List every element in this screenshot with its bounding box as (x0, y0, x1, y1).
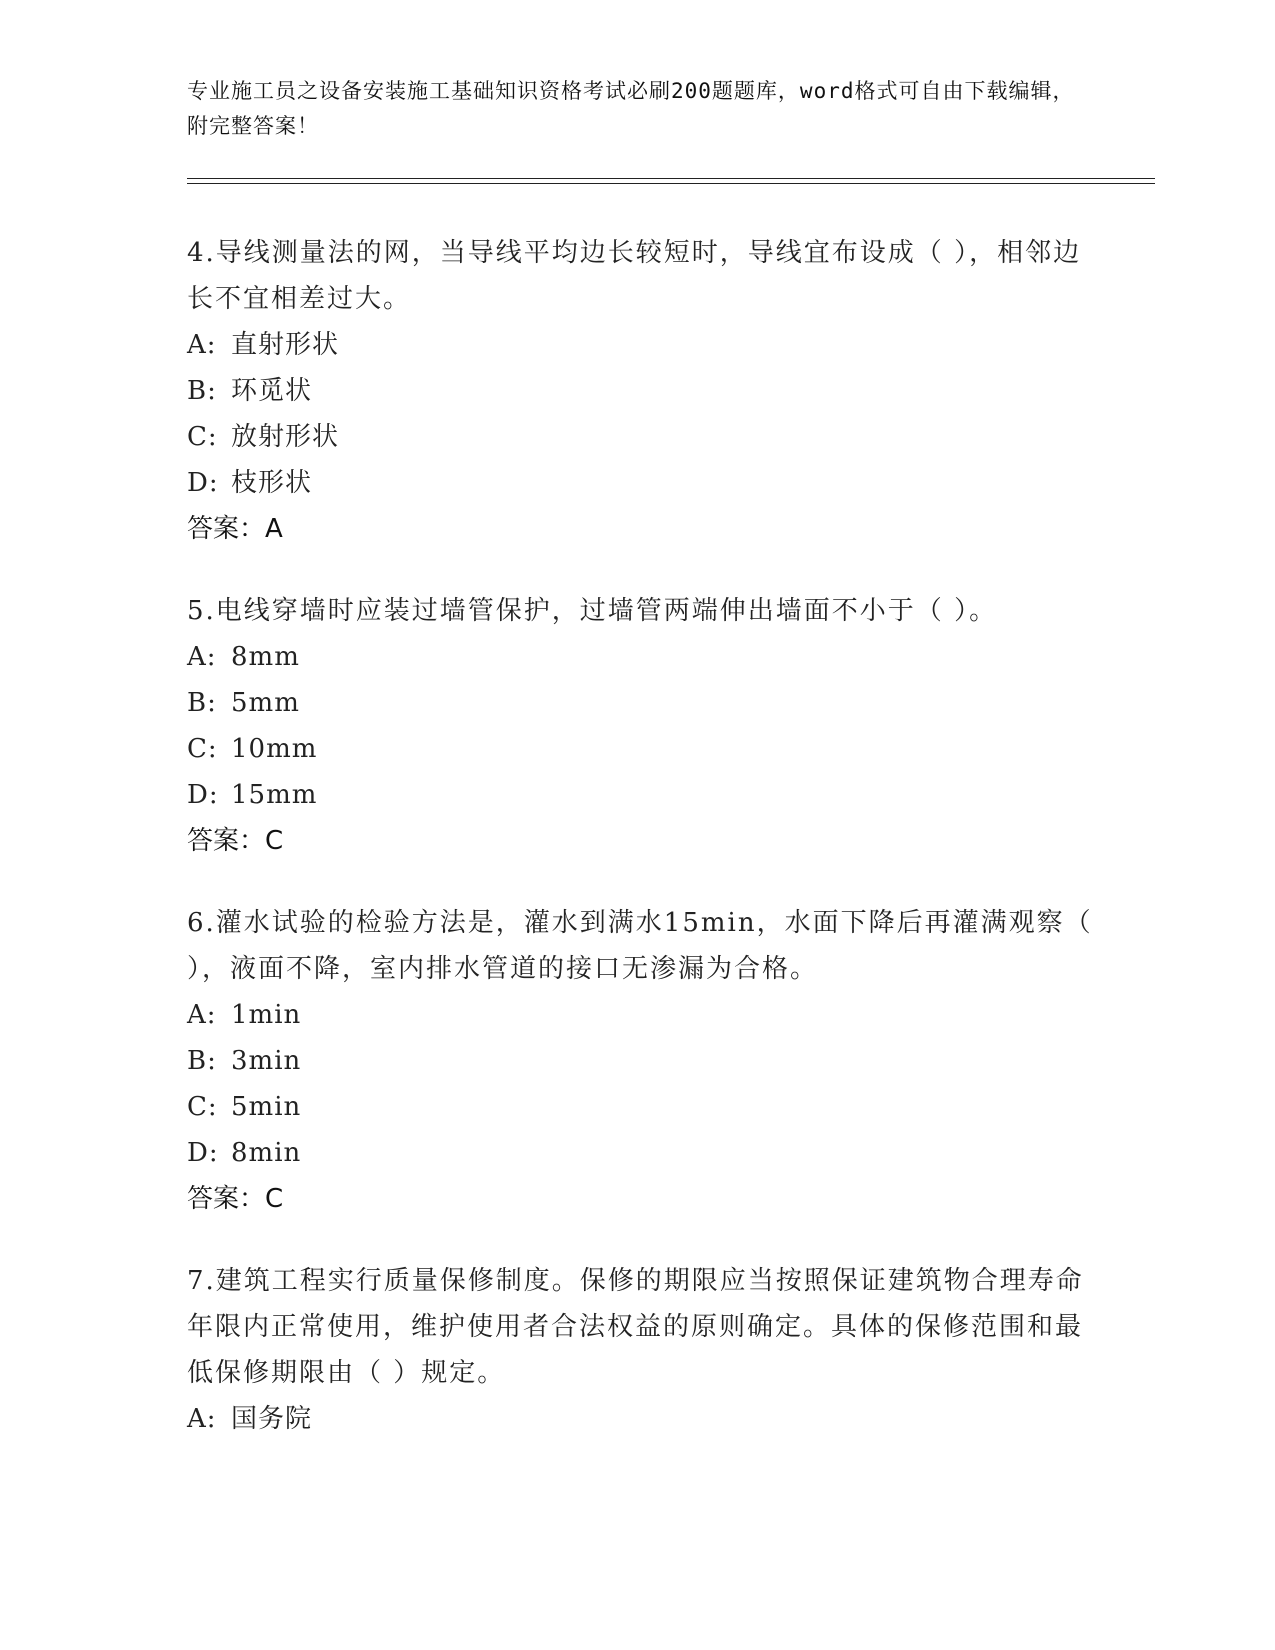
option-key: D: (187, 1138, 219, 1168)
option-a (187, 634, 1107, 680)
option-key: B: (187, 688, 217, 718)
question-7 (187, 1258, 1107, 1442)
option-key: B: (187, 376, 217, 406)
option-key: B: (187, 1046, 217, 1076)
answer: 答案：C (187, 1184, 284, 1214)
option-text: 枝形状 (231, 468, 313, 498)
option-key: A: (187, 642, 217, 672)
option-key: D: (187, 780, 219, 810)
option-text: 3min (231, 1046, 302, 1076)
question-list (187, 230, 1107, 1478)
option-b (187, 368, 1107, 414)
option-b (187, 1038, 1107, 1084)
option-a (187, 322, 1107, 368)
question-stem: 7.建筑工程实行质量保修制度。保修的期限应当按照保证建筑物合理寿命年限内正常使用，维护使用者合法权益的原则确定。具体的保修范围和最低保修期限由（ ）规定。 (187, 1266, 1084, 1388)
header-divider (187, 178, 1155, 184)
option-text: 10mm (231, 734, 318, 764)
option-text: 1min (231, 1000, 302, 1030)
option-text: 放射形状 (231, 422, 340, 452)
question-stem: 4.导线测量法的网，当导线平均边长较短时，导线宜布设成（ ），相邻边长不宜相差过大。 (187, 238, 1082, 314)
option-key: A: (187, 330, 217, 360)
question-stem: 6.灌水试验的检验方法是，灌水到满水15min，水面下降后再灌满观察（ ），液面不降，室内排水管道的接口无渗漏为合格。 (187, 908, 1093, 984)
option-a (187, 992, 1107, 1038)
option-d (187, 460, 1107, 506)
question-6 (187, 900, 1107, 1222)
option-text: 15mm (231, 780, 318, 810)
option-text: 5min (231, 1092, 302, 1122)
option-key: D: (187, 468, 219, 498)
question-4 (187, 230, 1107, 552)
option-key: C: (187, 1092, 218, 1122)
option-text: 环觅状 (231, 376, 313, 406)
option-key: C: (187, 422, 218, 452)
document-header: 专业施工员之设备安装施工基础知识资格考试必刷200题题库，word格式可自由下载编辑，附完整答案！ (187, 79, 1075, 138)
option-a (187, 1396, 1107, 1442)
question-5 (187, 588, 1107, 864)
answer: 答案：C (187, 826, 284, 856)
option-d (187, 772, 1107, 818)
option-c (187, 726, 1107, 772)
option-text: 国务院 (231, 1404, 313, 1434)
option-b (187, 680, 1107, 726)
answer: 答案：A (187, 514, 283, 544)
option-c (187, 414, 1107, 460)
option-key: C: (187, 734, 218, 764)
option-text: 5mm (231, 688, 300, 718)
option-key: A: (187, 1000, 217, 1030)
option-d (187, 1130, 1107, 1176)
option-c (187, 1084, 1107, 1130)
option-text: 8min (231, 1138, 302, 1168)
option-text: 8mm (231, 642, 300, 672)
question-stem: 5.电线穿墙时应装过墙管保护，过墙管两端伸出墙面不小于（ ）。 (187, 596, 998, 626)
option-text: 直射形状 (231, 330, 340, 360)
option-key: A: (187, 1404, 217, 1434)
